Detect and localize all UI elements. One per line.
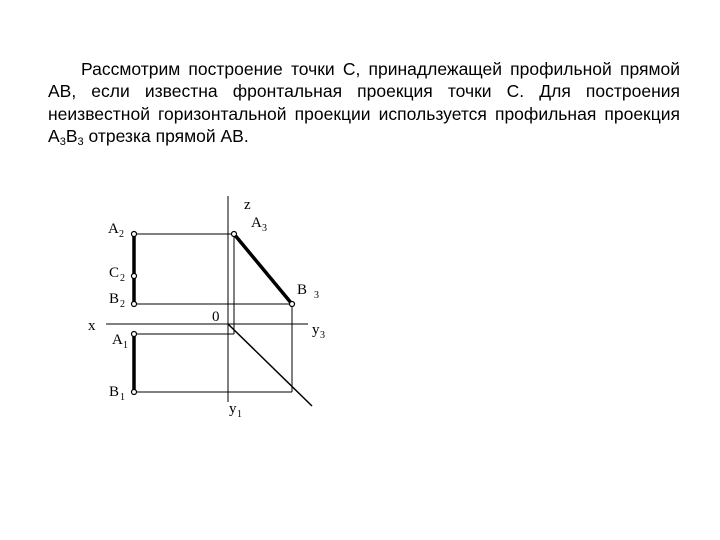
paragraph-text-1: Рассмотрим построение точки С, принадлежащей профильной прямой АВ, если известна фронтальная проекция точки С. Для построения неизвестной горизонтальной проекции используется профильная проекция А [48, 58, 680, 146]
label-b3: B [297, 282, 308, 298]
label-y3: y [312, 322, 320, 338]
label-a1: A [112, 332, 123, 348]
label-x: x [88, 318, 96, 334]
label-a2: A [108, 221, 119, 237]
point-b1 [132, 390, 137, 395]
label-y1-subscript: 1 [237, 409, 242, 420]
label-c2: C [109, 265, 120, 281]
point-c2 [132, 274, 137, 279]
paragraph-text-3: отрезка прямой АВ. [83, 126, 249, 146]
label-a3: A [251, 215, 262, 231]
label-b1: B [109, 384, 120, 400]
point-b3 [290, 302, 295, 307]
label-b2: B [109, 291, 120, 307]
label-y3-subscript: 3 [320, 330, 325, 341]
profile-projection-segment-a3b3 [234, 234, 292, 304]
label-a1-subscript: 1 [123, 340, 128, 351]
point-a2 [132, 232, 137, 237]
point-a3 [232, 232, 237, 237]
diagonal-construction-line [228, 324, 312, 406]
label-b1-subscript: 1 [120, 392, 125, 403]
point-b2 [132, 302, 137, 307]
paragraph-subscript-a: 3 [59, 136, 66, 148]
paragraph-subscript-b: 3 [77, 136, 84, 148]
label-c2-subscript: 2 [120, 273, 125, 284]
label-a3-subscript: 3 [262, 223, 267, 234]
label-z: z [244, 197, 251, 213]
label-y1: y [229, 401, 237, 417]
label-a2-subscript: 2 [119, 229, 124, 240]
label-origin: 0 [212, 309, 220, 325]
label-b2-subscript: 2 [120, 299, 125, 310]
label-b3-subscript: 3 [314, 290, 319, 301]
paragraph-text-2: В [65, 126, 78, 146]
point-a1 [132, 332, 137, 337]
